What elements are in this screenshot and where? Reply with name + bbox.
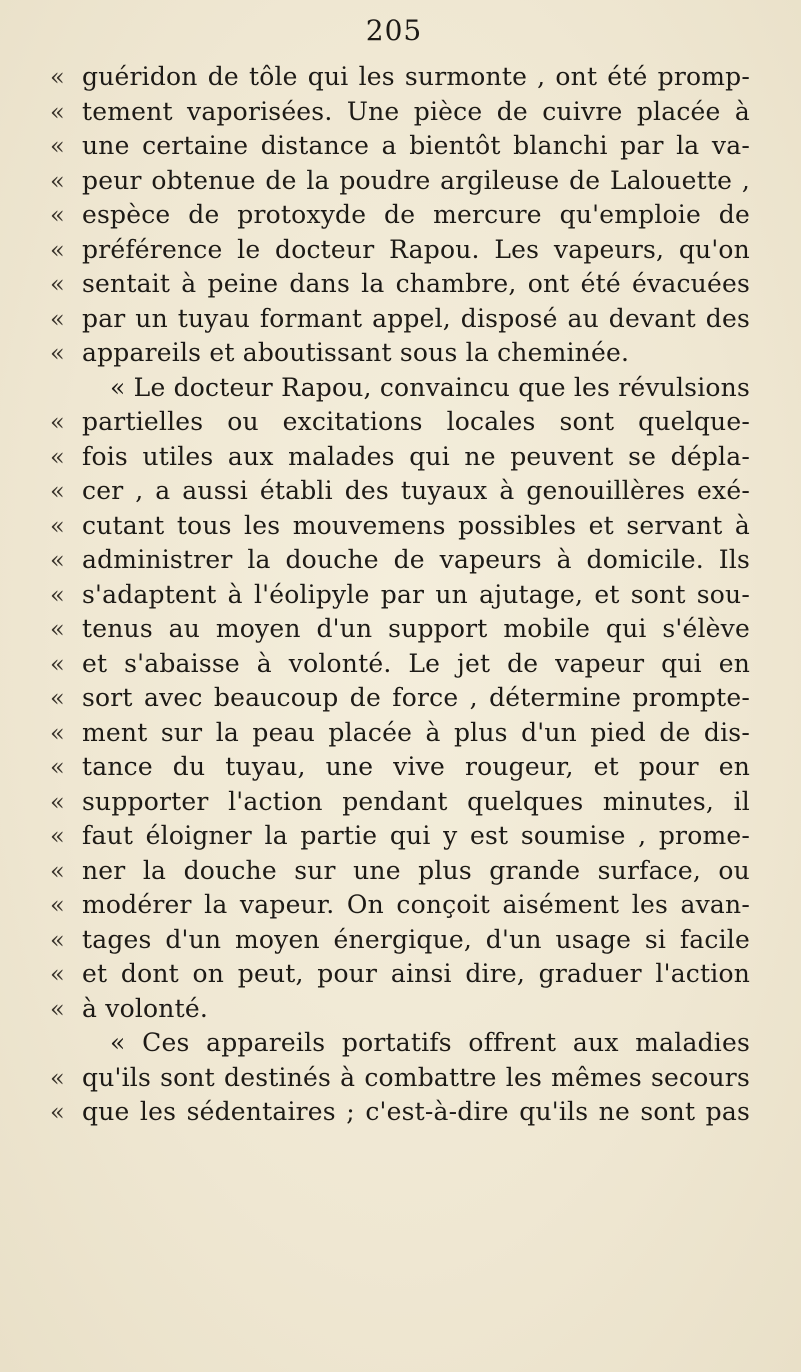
line-text: que les sédentaires ; c'est-à-dire qu'ils ne sont pas <box>82 1097 750 1126</box>
text-line <box>50 819 750 854</box>
quote-mark: « <box>50 546 65 574</box>
line-text: administrer la douche de vapeurs à domicile. Ils <box>82 545 750 574</box>
quote-mark: « <box>50 201 65 229</box>
quote-mark: « <box>50 891 65 919</box>
quote-mark: « <box>50 270 65 298</box>
line-text: tages d'un moyen énergique, d'un usage si facile <box>82 924 750 954</box>
line-text: cutant tous les mouvemens possibles et servant à <box>82 510 750 540</box>
line-text: ner la douche sur une plus grande surface, ou <box>82 855 750 885</box>
paragraph-start-line <box>50 1026 750 1061</box>
quote-mark: « <box>50 408 65 436</box>
line-text: faut éloigner la partie qui y est soumise , prome- <box>82 821 750 850</box>
text-line <box>50 1095 750 1130</box>
text-line <box>50 750 750 785</box>
quote-mark: « <box>50 235 65 264</box>
text-line <box>50 543 750 578</box>
text-line <box>50 612 750 647</box>
text-line <box>50 923 750 958</box>
text-line <box>50 233 750 268</box>
text-line <box>50 198 750 233</box>
page-number: 205 <box>365 14 423 47</box>
quote-mark: « <box>50 442 65 471</box>
quote-mark: « <box>50 511 65 540</box>
quote-mark: « <box>50 856 65 885</box>
text-line <box>50 578 750 613</box>
quote-mark: « <box>50 132 65 160</box>
text-line <box>50 681 750 716</box>
line-text: à volonté. <box>82 993 208 1023</box>
line-text: « Ces appareils portatifs offrent aux maladies <box>110 1028 750 1057</box>
quote-mark: « <box>50 925 65 954</box>
quote-mark: « <box>50 615 65 643</box>
text-line <box>50 647 750 682</box>
line-text: qu'ils sont destinés à combattre les mêmes secours <box>82 1062 750 1092</box>
text-line <box>50 60 750 95</box>
text-line <box>50 405 750 440</box>
quote-mark: « <box>50 304 65 333</box>
quote-mark: « <box>50 684 65 712</box>
line-text: fois utiles aux malades qui ne peuvent se dépla- <box>82 441 750 471</box>
quote-mark: « <box>50 166 65 195</box>
line-text: s'adaptent à l'éolipyle par un ajutage, et sont sou- <box>82 579 750 609</box>
text-line <box>50 785 750 820</box>
text-line <box>50 888 750 923</box>
line-text: sort avec beaucoup de force , détermine prompte- <box>82 683 750 712</box>
text-line <box>50 95 750 130</box>
line-text: par un tuyau formant appel, disposé au devant des <box>82 303 750 333</box>
line-text: cer , a aussi établi des tuyaux à genouillères exé- <box>82 476 750 505</box>
text-line <box>50 267 750 302</box>
line-text: guéridon de tôle qui les surmonte , ont été promp- <box>82 62 750 91</box>
quote-mark: « <box>50 718 65 747</box>
text-line <box>50 992 750 1027</box>
line-text: tenus au moyen d'un support mobile qui s'élève <box>82 614 750 643</box>
text-line <box>50 716 750 751</box>
quote-mark: « <box>50 1063 65 1092</box>
quote-mark: « <box>50 97 65 126</box>
line-text: « Le docteur Rapou, convaincu que les révulsions <box>110 372 750 402</box>
quote-mark: « <box>50 649 65 678</box>
quote-mark: « <box>50 339 65 367</box>
text-line <box>50 440 750 475</box>
line-text: et s'abaisse à volonté. Le jet de vapeur qui en <box>82 648 750 678</box>
line-text: peur obtenue de la poudre argileuse de Lalouette , <box>82 165 750 195</box>
quote-mark: « <box>50 787 65 816</box>
line-text: préférence le docteur Rapou. Les vapeurs, qu'on <box>82 234 750 264</box>
text-line <box>50 336 750 371</box>
line-text: une certaine distance a bientôt blanchi par la va- <box>82 131 750 160</box>
text-line <box>50 129 750 164</box>
quote-mark: « <box>50 63 65 91</box>
line-text: ment sur la peau placée à plus d'un pied de dis- <box>82 717 750 747</box>
line-text: appareils et aboutissant sous la cheminée. <box>82 338 630 367</box>
text-line <box>50 474 750 509</box>
text-line <box>50 509 750 544</box>
quote-mark: « <box>50 477 65 505</box>
quote-mark: « <box>50 753 65 781</box>
body-text-block <box>50 60 750 1130</box>
line-text: sentait à peine dans la chambre, ont été évacuées <box>82 269 750 298</box>
line-text: et dont on peut, pour ainsi dire, graduer l'action <box>82 959 750 988</box>
quote-mark: « <box>50 1098 65 1126</box>
quote-mark: « <box>50 580 65 609</box>
quote-mark: « <box>50 994 65 1023</box>
text-line <box>50 1061 750 1096</box>
text-line <box>50 302 750 337</box>
text-line <box>50 957 750 992</box>
line-text: tement vaporisées. Une pièce de cuivre placée à <box>82 96 750 126</box>
line-text: espèce de protoxyde de mercure qu'emploie de <box>82 200 750 229</box>
quote-mark: « <box>50 960 65 988</box>
line-text: modérer la vapeur. On conçoit aisément les avan- <box>82 890 750 919</box>
line-text: supporter l'action pendant quelques minutes, il <box>82 786 750 816</box>
text-line <box>50 854 750 889</box>
line-text: partielles ou excitations locales sont quelque- <box>82 407 750 436</box>
text-line <box>50 164 750 199</box>
paragraph-start-line <box>50 371 750 406</box>
line-text: tance du tuyau, une vive rougeur, et pour en <box>82 752 750 781</box>
quote-mark: « <box>50 822 65 850</box>
